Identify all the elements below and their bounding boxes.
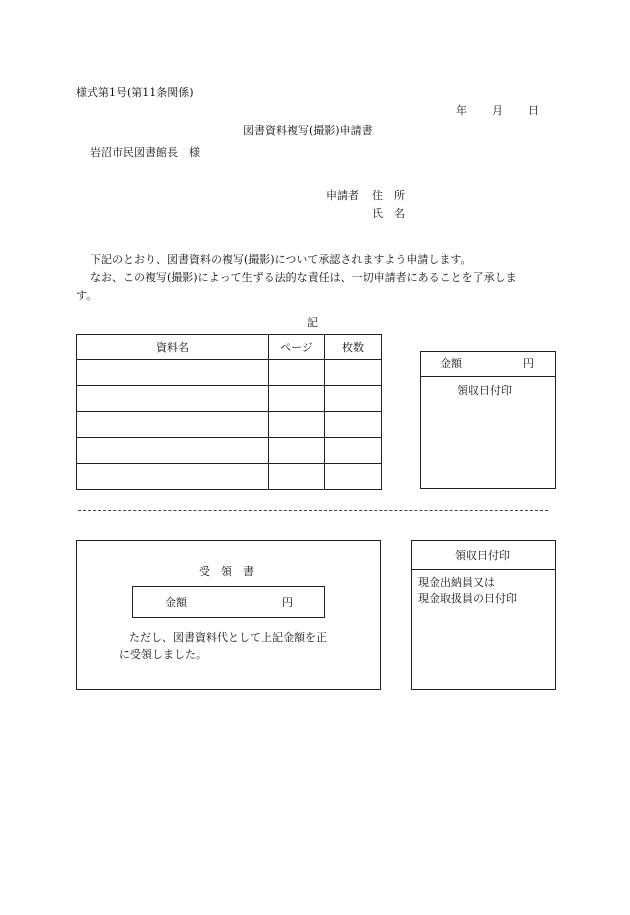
receipt-title: 受 領 書	[199, 565, 254, 578]
form-number: 様式第1号(第11条関係)	[76, 86, 194, 99]
pages-cell[interactable]	[269, 360, 325, 386]
sheets-cell[interactable]	[325, 464, 382, 490]
amount-label: 金額	[440, 357, 462, 370]
cut-line	[78, 510, 548, 511]
pages-cell[interactable]	[269, 386, 325, 412]
date-year-label: 年	[456, 104, 467, 117]
receipt-amount-label: 金額	[165, 596, 187, 609]
addressee: 岩沼市民図書館長 様	[90, 146, 200, 159]
address-label: 住 所	[372, 189, 405, 202]
stamp-box-text-line1: 現金出納員又は	[418, 576, 495, 589]
column-header-pages: ページ	[269, 335, 325, 360]
request-text-line1: 下記のとおり、図書資料の複写(撮影)について承認されますよう申請します。	[90, 253, 472, 266]
receipt-amount-box	[132, 586, 325, 618]
table-row	[77, 412, 382, 438]
pages-cell[interactable]	[269, 464, 325, 490]
material-cell[interactable]	[77, 360, 269, 386]
receipt-date-stamp-label: 領収日付印	[457, 384, 512, 397]
material-cell[interactable]	[77, 464, 269, 490]
ki-label: 記	[307, 316, 318, 329]
table-row	[77, 360, 382, 386]
request-text-line3: す。	[76, 289, 98, 302]
material-cell[interactable]	[77, 412, 269, 438]
yen-label: 円	[523, 357, 534, 370]
name-label: 氏 名	[372, 207, 405, 220]
sheets-cell[interactable]	[325, 438, 382, 464]
table-row	[77, 386, 382, 412]
receipt-text-line1: ただし、図書資料代として上記金額を正	[129, 631, 327, 644]
stamp-box-title: 領収日付印	[455, 549, 510, 562]
column-header-sheets: 枚数	[325, 335, 382, 360]
receipt-yen-label: 円	[282, 596, 293, 609]
sheets-cell[interactable]	[325, 360, 382, 386]
date-day-label: 日	[528, 104, 539, 117]
date-month-label: 月	[492, 104, 503, 117]
table-row	[77, 464, 382, 490]
request-text-line2: なお、この複写(撮影)によって生ずる法的な責任は、一切申請者にあることを了承しま	[90, 271, 517, 284]
sheets-cell[interactable]	[325, 386, 382, 412]
receipt-text-line2: に受領しました。	[119, 648, 207, 661]
column-header-material: 資料名	[77, 335, 269, 360]
material-cell[interactable]	[77, 438, 269, 464]
page-title: 図書資料複写(撮影)申請書	[243, 124, 373, 137]
amount-box-divider	[420, 376, 556, 377]
pages-cell[interactable]	[269, 438, 325, 464]
table-header-row	[77, 335, 382, 360]
material-cell[interactable]	[77, 386, 269, 412]
stamp-box-text-line2: 現金取扱員の日付印	[418, 592, 517, 605]
applicant-label: 申請者	[326, 189, 359, 202]
stamp-box-divider	[411, 569, 556, 570]
table-row	[77, 438, 382, 464]
sheets-cell[interactable]	[325, 412, 382, 438]
amount-stamp-box	[420, 351, 556, 489]
pages-cell[interactable]	[269, 412, 325, 438]
materials-table	[76, 334, 382, 490]
